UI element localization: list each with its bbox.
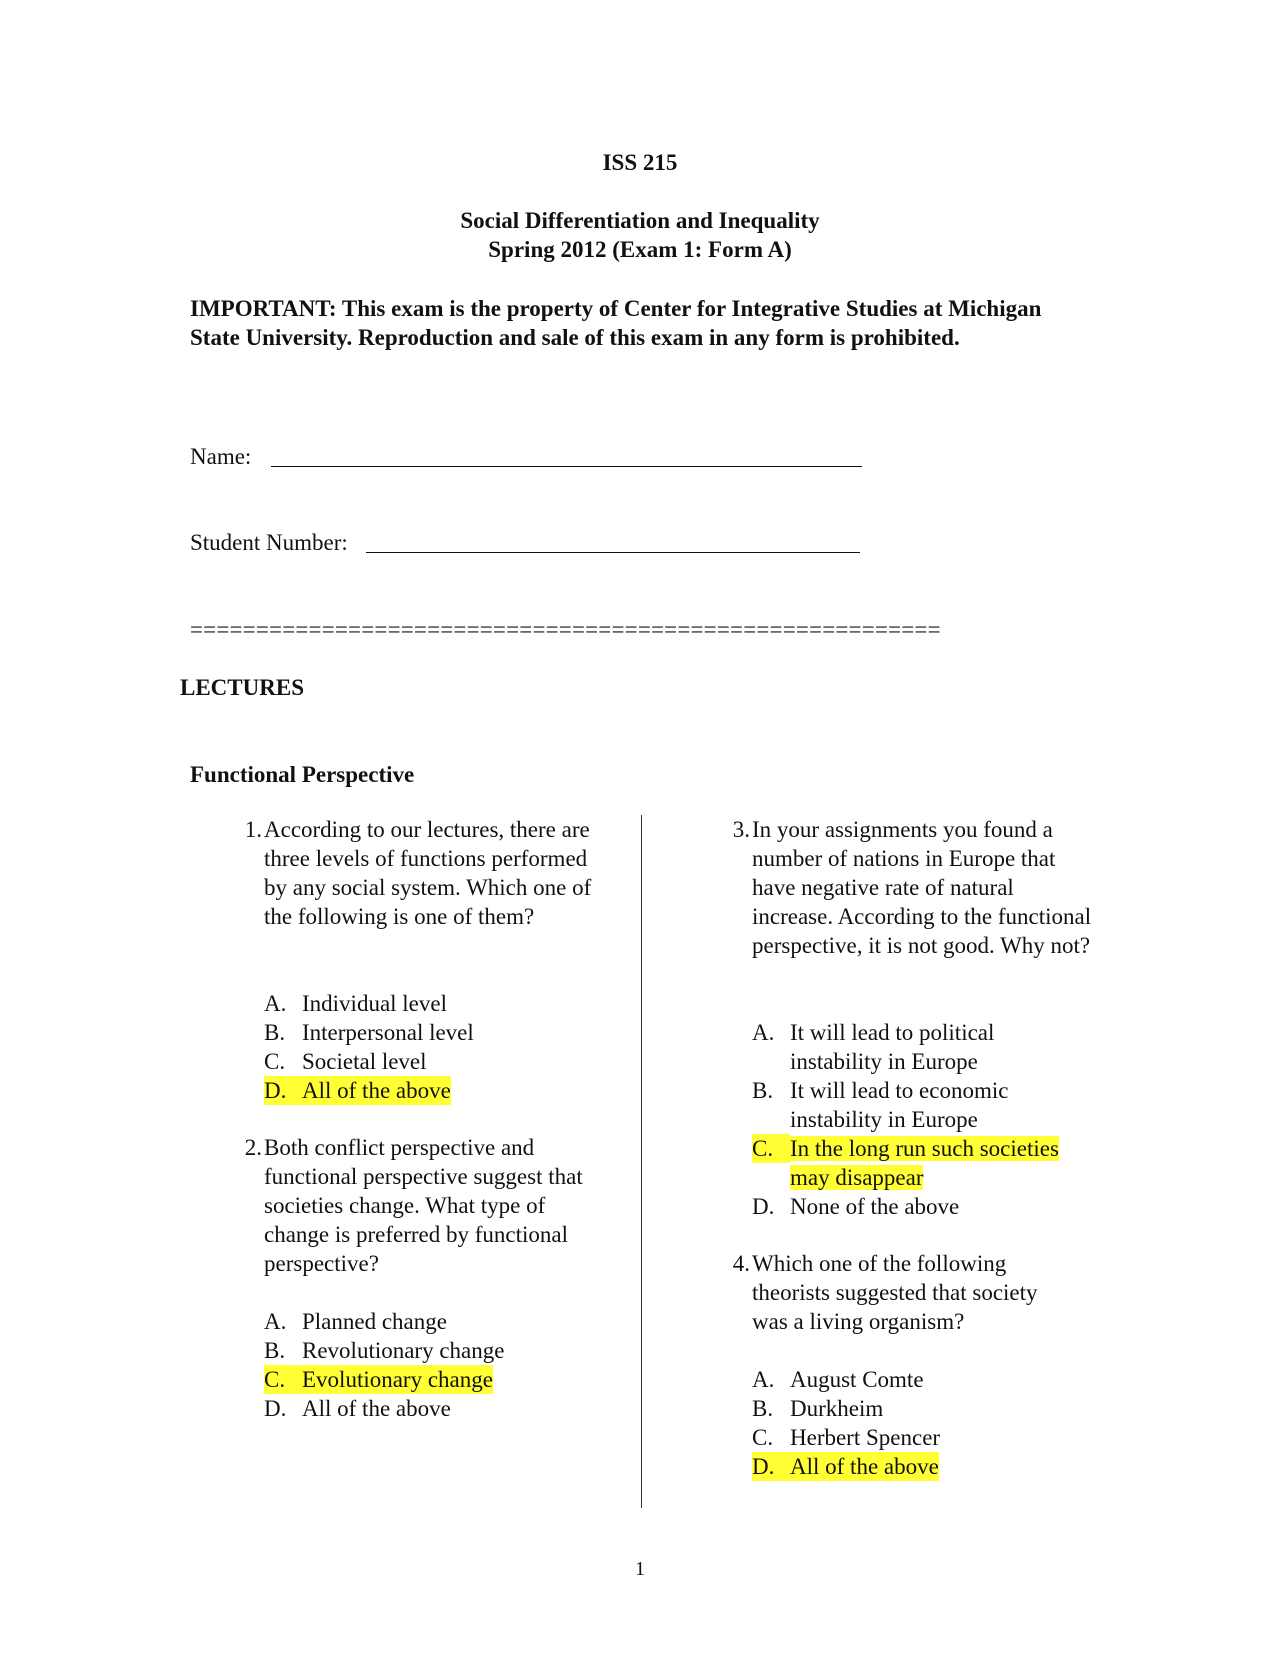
subsection-heading: Functional Perspective [190, 762, 415, 787]
option-text: All of the above [790, 1454, 939, 1479]
option-text: Revolutionary change [302, 1338, 505, 1363]
option-d[interactable] [264, 1394, 451, 1423]
section-heading: LECTURES [180, 675, 304, 700]
option-text: Interpersonal level [302, 1020, 474, 1045]
option-letter: B. [264, 1020, 286, 1045]
option-text: Evolutionary change [302, 1367, 493, 1392]
option-b[interactable] [264, 1018, 474, 1047]
option-text: Societal level [302, 1049, 427, 1074]
option-text: Planned change [302, 1309, 447, 1334]
option-text: It will lead to economic instability in Europe [790, 1078, 1009, 1132]
option-text [790, 1134, 1082, 1192]
option-text: It will lead to political instability in Europe [790, 1020, 995, 1074]
option-b[interactable] [752, 1394, 883, 1423]
option-text: All of the above [302, 1078, 451, 1103]
question-number: 2. [244, 1135, 262, 1160]
page-number: 1 [635, 1558, 645, 1580]
option-letter: A. [264, 991, 287, 1016]
option-letter: C. [264, 1367, 286, 1392]
option-text: None of the above [790, 1194, 960, 1219]
option-letter: C. [752, 1425, 774, 1450]
option-a[interactable] [752, 1365, 924, 1394]
option-letter: B. [752, 1078, 774, 1103]
question-text: In your assignments you found a number of nations in Europe that have negative rate of natural increase. According to the functional perspective, it is not good. Why not? [752, 817, 1092, 958]
question-number: 3. [732, 817, 750, 842]
question-text: Both conflict perspective and functional perspective suggest that societies change. What type of change is preferred by functional perspective? [264, 1135, 583, 1276]
column-divider [641, 815, 642, 1508]
option-c-highlighted[interactable] [752, 1134, 1092, 1192]
exam-term: Spring 2012 (Exam 1: Form A) [488, 237, 792, 262]
student-number-label: Student Number: [190, 530, 348, 555]
option-letter: C. [264, 1049, 286, 1074]
option-c[interactable] [264, 1047, 427, 1076]
option-a[interactable] [264, 989, 447, 1018]
option-b[interactable] [752, 1076, 1062, 1134]
option-letter: A. [752, 1367, 775, 1392]
course-title: Social Differentiation and Inequality [460, 208, 820, 233]
option-b[interactable] [264, 1336, 504, 1365]
option-a[interactable] [264, 1307, 447, 1336]
option-text: All of the above [302, 1396, 451, 1421]
option-text: August Comte [790, 1367, 924, 1392]
course-code: ISS 215 [602, 150, 678, 175]
option-text-highlight: In the long run such societies may disappear [790, 1136, 1059, 1190]
student-number-field-line[interactable] [366, 552, 860, 553]
option-letter: D. [264, 1078, 287, 1103]
option-text: Individual level [302, 991, 447, 1016]
option-d-highlighted[interactable] [264, 1076, 451, 1105]
option-c[interactable] [752, 1423, 940, 1452]
option-a[interactable] [752, 1018, 1062, 1076]
option-d[interactable] [752, 1192, 959, 1221]
option-text: Durkheim [790, 1396, 884, 1421]
name-label: Name: [190, 444, 252, 469]
option-letter: D. [752, 1194, 775, 1219]
option-letter: C. [752, 1134, 790, 1163]
option-letter: B. [264, 1338, 286, 1363]
question-number: 1. [244, 817, 262, 842]
name-field-line[interactable] [271, 466, 862, 467]
option-letter: D. [752, 1454, 775, 1479]
option-d-highlighted[interactable] [752, 1452, 939, 1481]
separator-line: ========================================================= [190, 617, 941, 642]
option-c-highlighted[interactable] [264, 1365, 493, 1394]
option-letter: D. [264, 1396, 287, 1421]
option-text: Herbert Spencer [790, 1425, 941, 1450]
question-text: According to our lectures, there are three levels of functions performed by any social system. Which one of the following is one of them? [264, 817, 592, 929]
option-letter: A. [264, 1309, 287, 1334]
question-text: Which one of the following theorists suggested that society was a living organism? [752, 1251, 1038, 1334]
option-letter: B. [752, 1396, 774, 1421]
important-notice: IMPORTANT: This exam is the property of Center for Integrative Studies at Michigan State University. Reproduction and sale of this exam in any form is prohibited. [190, 296, 1042, 350]
option-letter: A. [752, 1020, 775, 1045]
question-number: 4. [732, 1251, 750, 1276]
